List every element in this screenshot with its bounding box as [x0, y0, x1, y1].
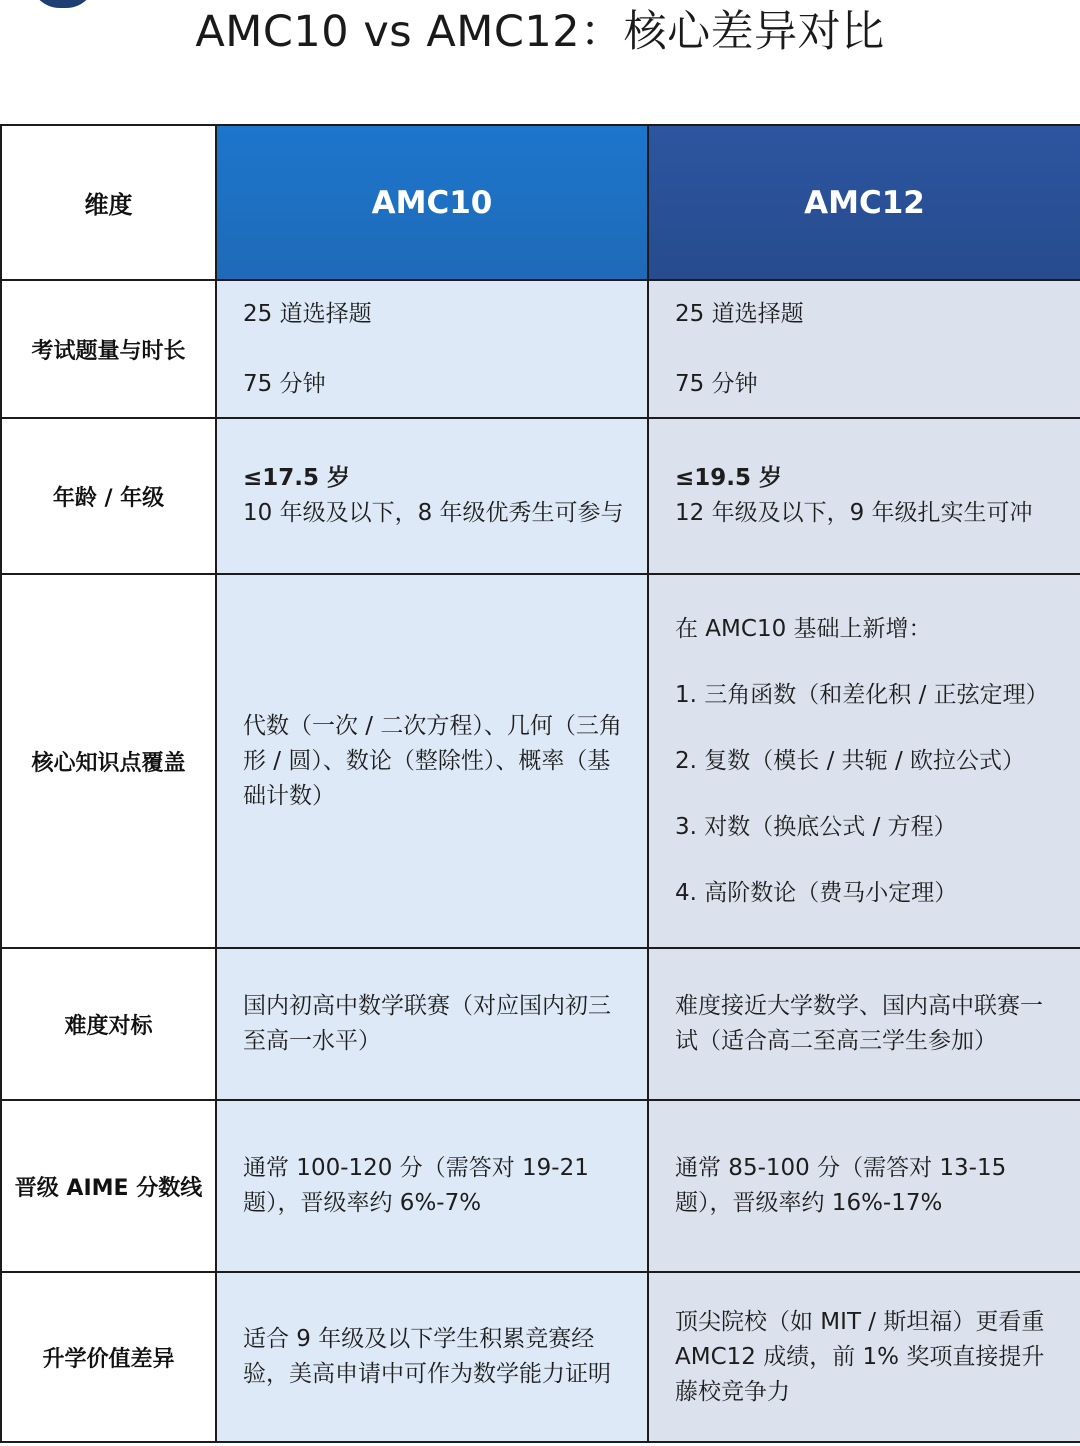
cell-text: 国内初高中数学联赛（对应国内初三至高一水平）	[243, 993, 611, 1054]
row-label: 考试题量与时长	[1, 280, 216, 418]
page-title: AMC10 vs AMC12：核心差异对比	[195, 7, 885, 57]
row-label: 难度对标	[1, 948, 216, 1100]
table-row	[1, 1272, 1080, 1442]
comparison-table	[0, 124, 1080, 1443]
list-item: 2. 复数（模长 / 共轭 / 欧拉公式）	[675, 747, 1025, 774]
age-limit-text: ≤17.5 岁	[243, 465, 351, 491]
amc10-cell	[216, 574, 648, 948]
table-row	[1, 418, 1080, 574]
cell-text: 难度接近大学数学、国内高中联赛一试（适合高二至高三学生参加）	[675, 993, 1043, 1054]
cell-text: 10 年级及以下，8 年级优秀生可参与	[243, 500, 624, 526]
amc10-cell	[216, 280, 648, 418]
amc12-cell	[648, 948, 1080, 1100]
brand-logo-text-fragment	[116, 0, 312, 2]
age-limit-text: ≤19.5 岁	[675, 465, 783, 491]
cell-text: 12 年级及以下，9 年级扎实生可冲	[675, 500, 1033, 526]
row-label: 年龄 / 年级	[1, 418, 216, 574]
list-item: 4. 高阶数论（费马小定理）	[675, 879, 958, 906]
row-label: 核心知识点覆盖	[1, 574, 216, 948]
table-header-row	[1, 125, 1080, 280]
header-dimension: 维度	[1, 125, 216, 280]
amc10-cell	[216, 418, 648, 574]
cell-text: 25 道选择题	[675, 300, 804, 327]
cell-text: 通常 100-120 分（需答对 19-21 题），晋级率约 6%-7%	[243, 1155, 589, 1216]
amc12-cell	[648, 574, 1080, 948]
amc12-cell	[648, 1100, 1080, 1272]
cell-text: 25 道选择题	[243, 300, 372, 327]
row-label: 升学价值差异	[1, 1272, 216, 1442]
list-item: 1. 三角函数（和差化积 / 正弦定理）	[675, 681, 1049, 708]
cell-text: 适合 9 年级及以下学生积累竞赛经验，美高申请中可作为数学能力证明	[243, 1326, 611, 1387]
cell-text: 顶尖院校（如 MIT / 斯坦福）更看重 AMC12 成绩，前 1% 奖项直接提升藤校竞争力	[675, 1308, 1045, 1405]
amc12-cell	[648, 1272, 1080, 1442]
row-label: 晋级 AIME 分数线	[1, 1100, 216, 1272]
amc12-cell	[648, 280, 1080, 418]
amc10-cell	[216, 1100, 648, 1272]
cell-text: 75 分钟	[675, 370, 758, 397]
list-item: 3. 对数（换底公式 / 方程）	[675, 813, 957, 840]
table-row	[1, 574, 1080, 948]
cell-text: 通常 85-100 分（需答对 13-15 题），晋级率约 16%-17%	[675, 1155, 1007, 1216]
table-row	[1, 280, 1080, 418]
cell-text: 75 分钟	[243, 370, 326, 397]
header-amc10: AMC10	[216, 125, 648, 280]
amc10-cell	[216, 948, 648, 1100]
header-amc12: AMC12	[648, 125, 1080, 280]
table-row	[1, 948, 1080, 1100]
cell-text: 在 AMC10 基础上新增：	[675, 615, 932, 642]
amc10-cell	[216, 1272, 648, 1442]
amc12-cell	[648, 418, 1080, 574]
table-row	[1, 1100, 1080, 1272]
cell-text: 代数（一次 / 二次方程）、几何（三角形 / 圆）、数论（整除性）、概率（基础计数）	[243, 712, 622, 809]
